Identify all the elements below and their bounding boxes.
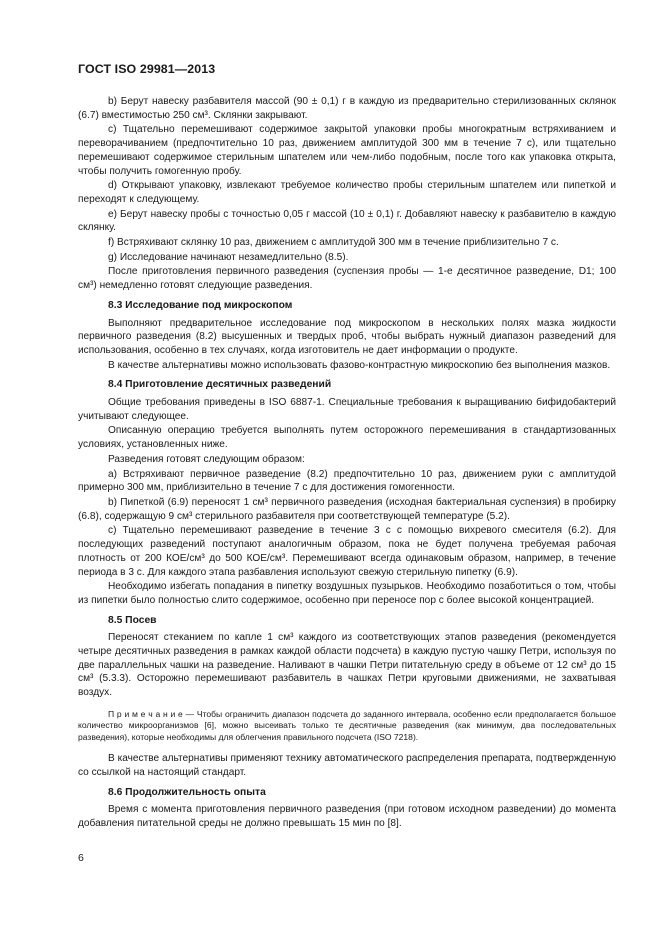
paragraph: b) Пипеткой (6.9) переносят 1 см³ первичного разведения (исходная бактериальная суспензия) в пробирку (6.8), содержащую 9 см³ стерильного разбавителя при соответствующей температуре (5.2). bbox=[78, 496, 616, 522]
paragraph: Общие требования приведены в ISO 6887-1. Специальные требования к выращиванию бифидобактерий учитывают следующее. bbox=[78, 397, 616, 422]
paragraph: b) Берут навеску разбавителя массой (90 ± 0,1) г в каждую из предварительно стерилизованных склянок (6.7) вместимостью 250 см³. Склянки закрывают. bbox=[78, 96, 616, 121]
paragraph: Разведения готовят следующим образом: bbox=[108, 453, 305, 465]
section-heading: 8.6 Продолжительность опыта bbox=[108, 786, 266, 798]
paragraph: g) Исследование начинают незамедлительно (8.5). bbox=[108, 251, 349, 263]
document-header: ГОСТ ISO 29981—2013 bbox=[78, 62, 216, 76]
page-number: 6 bbox=[78, 852, 84, 864]
paragraph: f) Встряхивают склянку 10 раз, движением с амплитудой 300 мм в течение приблизительно 7 с. bbox=[108, 237, 559, 249]
paragraph: Необходимо избегать попадания в пипетку воздушных пузырьков. Необходимо позаботиться о том, чтобы из пипетки было полностью слито содержимое, особенно при переносе пор с более высокой концентрацией. bbox=[78, 581, 616, 606]
paragraph: После приготовления первичного разведения (суспензия пробы — 1-е десятичное разведение, D1; 100 см³) немедленно готовят следующие разведения. bbox=[78, 266, 616, 292]
paragraph: В качестве альтернативы можно использовать фазово-контрастную микроскопию без выполнения мазков. bbox=[108, 359, 611, 371]
paragraph: Переносят стеканием по капле 1 см³ каждого из соответствующих этапов разведения (рекомендуется четыре десятичных разведения в рамках каждой области подсчета) в каждую пустую чашку Петри, используя по две параллельных чашки на разведение. Наливают в чашки Петри питательную среду в объеме от 12 см³ до 15 см³ (5.3.3). Осторожно перемешивают разбавитель в чашках Петри круговыми движениями, не захватывая воздух. bbox=[78, 632, 616, 699]
page-body bbox=[78, 95, 616, 832]
paragraph: В качестве альтернативы применяют технику автоматического распределения препарата, подтвержденную со ссылкой на настоящий стандарт. bbox=[78, 753, 617, 779]
paragraph: Время с момента приготовления первичного разведения (при готовом исходном разведении) до момента добавления питательной среды не должно превышать 15 мин по [8]. bbox=[78, 804, 616, 830]
section-heading: 8.4 Приготовление десятичных разведений bbox=[108, 379, 332, 391]
paragraph: Описанную операцию требуется выполнять путем осторожного перемешивания в стандартизованных условиях, установленных ниже. bbox=[78, 425, 616, 451]
paragraph: c) Тщательно перемешивают содержимое закрытой упаковки пробы многократным встряхиванием и переворачиванием (предпочтительно 10 раз, движением амплитудой 300 мм в течение 7 с), или тщательно перемешивают содержимое стерильным шпателем или чем-либо подобным, после того как упаковка открыта, чтобы получить гомогенную пробу. bbox=[78, 124, 616, 177]
paragraph: a) Встряхивают первичное разведение (8.2) предпочтительно 10 раз, движением руки с амплитудой примерно 300 мм, приблизительно в течение 7 с для достижения гомогенности. bbox=[78, 468, 616, 494]
paragraph: d) Открывают упаковку, извлекают требуемое количество пробы стерильным шпателем или пипеткой и переходят к следующему. bbox=[78, 180, 616, 205]
section-heading: 8.5 Посев bbox=[108, 614, 157, 626]
section-heading: 8.3 Исследование под микроскопом bbox=[108, 299, 293, 311]
paragraph: Выполняют предварительное исследование под микроскопом в нескольких полях мазка жидкости первичного разведения (8.2) высушенных и твердых проб, чтобы выбрать нужный диапазон разведений для использования, особенно в тех случаях, когда изготовитель не дает информации о продукте. bbox=[78, 317, 616, 356]
note-paragraph: П р и м е ч а н и е — Чтобы ограничить диапазон подсчета до заданного интервала, особенно если предполагается большое количество микроорганизмов [6], можно высеивать только те десятичные разведения (как минимум, два последовательных разведения), которые необходимы для облегчения правильного подсчета (ISO 7218). bbox=[78, 708, 616, 742]
paragraph: e) Берут навеску пробы с точностью 0,05 г массой (10 ± 0,1) г. Добавляют навеску к разбавителю в каждую склянку. bbox=[78, 208, 616, 234]
paragraph: c) Тщательно перемешивают разведение в течение 3 с с помощью вихревого смесителя (6.2). Для последующих разведений поступают аналогичным образом, пока не будет получена требуемая рабочая плотность от 200 КОЕ/см³ до 500 КОЕ/см³. Перемешивают всегда одинаковым образом, например, в течение периода в 3 с. Для каждого этапа разбавления используют свежую стерильную пипетку (6.9). bbox=[78, 525, 616, 578]
